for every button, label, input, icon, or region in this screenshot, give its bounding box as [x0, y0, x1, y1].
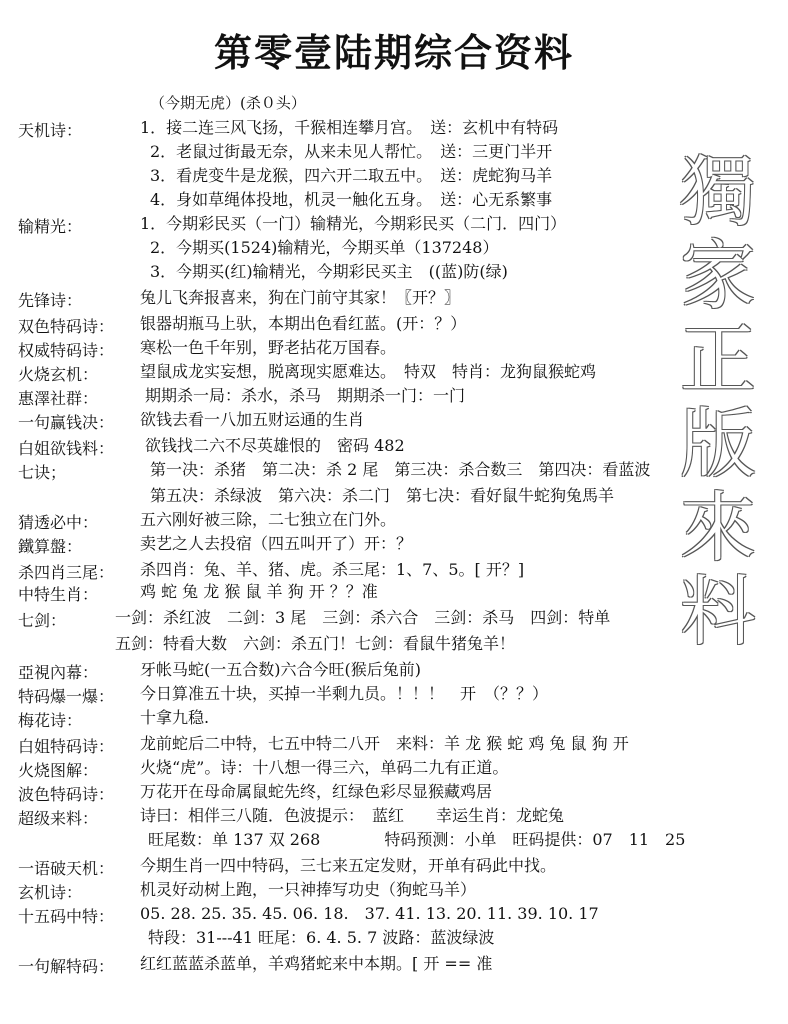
- row-text: 3．看虎变牛是龙猴，四六开二取五中。 送：虎蛇狗马羊: [150, 166, 553, 185]
- row-label: 双色特码诗：: [18, 317, 115, 336]
- row-text: 1．今期彩民买（一门）输精光，今期彩民买（二门．四门）: [140, 214, 567, 233]
- row-text: 一剑：杀红波 二剑：3 尾 三剑：杀六合 三剑：杀马 四剑：特单: [115, 608, 611, 627]
- row-label: 七剑：: [18, 611, 67, 630]
- row-text: 今日算准五十块，买掉一半剩九员。！！！ 开 （？？）: [140, 684, 549, 703]
- row-label: 中特生肖：: [18, 585, 99, 604]
- row-label: 玄机诗：: [18, 883, 83, 902]
- row-text: 今期生肖一四中特码，三七来五定发财，开单有码此中找。: [140, 856, 557, 875]
- subtitle: （今期无虎）(杀０头）: [150, 94, 306, 112]
- row-text: 银器胡瓶马上驮，本期出色看红蓝。(开：？）: [140, 314, 467, 333]
- row-label: 火烧图解：: [18, 761, 99, 780]
- row-text: 兔儿飞奔报喜来，狗在门前守其家！〖开？〗: [140, 288, 461, 307]
- row-text: 1．接二连三风飞扬，千猴相连攀月宫。 送：玄机中有特码: [140, 118, 559, 137]
- row-text: 红红蓝蓝杀蓝单，羊鸡猪蛇来中本期。[ 开 == 准: [140, 954, 493, 973]
- row-text: 火烧“虎”。诗：十八想一得三六，单码二九有正道。: [140, 758, 509, 777]
- watermark-char: 版: [680, 399, 756, 488]
- row-text: 2．老鼠过街最无奈，从来未见人帮忙。 送：三更门半开: [150, 142, 553, 161]
- row-label: 梅花诗：: [18, 711, 83, 730]
- row-text: 杀四肖：兔、羊、猪、虎。杀三尾：1、7、5。[ 开？]: [140, 560, 525, 579]
- row-label: 惠澤社群：: [18, 389, 99, 408]
- row-label: 先锋诗：: [18, 291, 83, 310]
- row-text: 机灵好动树上跑，一只神捧写功史（狗蛇马羊）: [140, 880, 477, 899]
- row-label: 杀四肖三尾：: [18, 563, 115, 582]
- row-text: 欲钱去看一八加五财运通的生肖: [140, 410, 365, 429]
- row-text: 寒松一色千年别，野老拈花万国春。: [140, 338, 397, 357]
- watermark-char: 家: [680, 231, 756, 320]
- row-label: 输精光：: [18, 217, 83, 236]
- row-label: 一语破天机：: [18, 859, 115, 878]
- row-text: 望鼠成龙实妄想，脱离现实愿难达。 特双 特肖：龙狗鼠猴蛇鸡: [140, 362, 597, 381]
- row-text: 十拿九稳.: [140, 708, 210, 727]
- row-text: 2．今期买(1524)输精光，今期买单（137248）: [150, 238, 499, 257]
- row-label: 白姐特码诗：: [18, 737, 115, 756]
- row-label: 特码爆一爆：: [18, 687, 115, 706]
- row-label: 一句赢钱决：: [18, 413, 115, 432]
- row-text: 牙帐马蛇(一五合数)六合今旺(猴后兔前): [140, 660, 421, 679]
- row-text: 4．身如草绳体投地，机灵一触化五身。 送：心无系繁事: [150, 190, 553, 209]
- row-text: 欲钱找二六不尽英雄恨的 密码 482: [145, 436, 405, 455]
- row-text: 龙前蛇后二中特，七五中特二八开 来料：羊 龙 猴 蛇 鸡 兔 鼠 狗 开: [140, 734, 629, 753]
- page-title: 第零壹陆期综合资料: [213, 30, 574, 75]
- row-text: 第五决：杀绿波 第六决：杀二门 第七决：看好鼠牛蛇狗兔馬羊: [150, 486, 615, 505]
- row-text: 五剑：特看大数 六剑：杀五门！七剑：看鼠牛猪兔羊！: [115, 634, 516, 653]
- row-text: 旺尾数：单 137 双 268 特码预测：小单 旺码提供：07 11 25: [148, 830, 686, 849]
- row-text: 特段：31---41 旺尾：6. 4. 5. 7 波路：蓝波绿波: [148, 928, 495, 947]
- row-label: 超级来料：: [18, 809, 99, 828]
- row-text: 鸡 蛇 兔 龙 猴 鼠 羊 狗 开 ？？准: [140, 582, 378, 601]
- row-text: 诗曰：相伴三八随．色波提示： 蓝红 幸运生肖：龙蛇兔: [140, 806, 565, 825]
- row-label: 火烧玄机：: [18, 365, 99, 384]
- row-label: 波色特码诗：: [18, 785, 115, 804]
- watermark-text: [668, 147, 768, 656]
- watermark-char: 獨: [680, 147, 756, 236]
- row-label: 一句解特码：: [18, 957, 115, 976]
- row-label: 白姐欲钱料：: [18, 439, 115, 458]
- watermark-char: 正: [680, 315, 756, 404]
- row-text: 五六刚好被三除，二七独立在门外。: [140, 510, 397, 529]
- row-label: 权威特码诗：: [18, 341, 115, 360]
- row-label: 鐵算盤：: [18, 537, 83, 556]
- row-text: 卖艺之人去投宿（四五叫开了）开：？: [140, 534, 413, 553]
- row-label: 亞視內幕：: [18, 663, 99, 682]
- row-label: 猜透必中：: [18, 513, 99, 532]
- row-text: 3．今期买(红)输精光，今期彩民买主 ((蓝)防(绿): [150, 262, 508, 281]
- watermark-char: 來: [680, 483, 756, 572]
- row-text: 05. 28. 25. 35. 45. 06. 18. 37. 41. 13. 20. 11. 39. 10. 17: [140, 904, 599, 923]
- row-text: 期期杀一局：杀水，杀马 期期杀一门：一门: [145, 386, 466, 405]
- row-label: 天机诗：: [18, 121, 83, 140]
- row-label: 七诀；: [18, 463, 67, 482]
- row-text: 万花开在母命属鼠蛇先终，红绿色彩尽显猴藏鸡居: [140, 782, 493, 801]
- watermark-char: 料: [680, 567, 756, 656]
- row-label: 十五码中特：: [18, 907, 115, 926]
- row-text: 第一决：杀猪 第二决：杀 2 尾 第三决：杀合数三 第四决：看蓝波: [150, 460, 651, 479]
